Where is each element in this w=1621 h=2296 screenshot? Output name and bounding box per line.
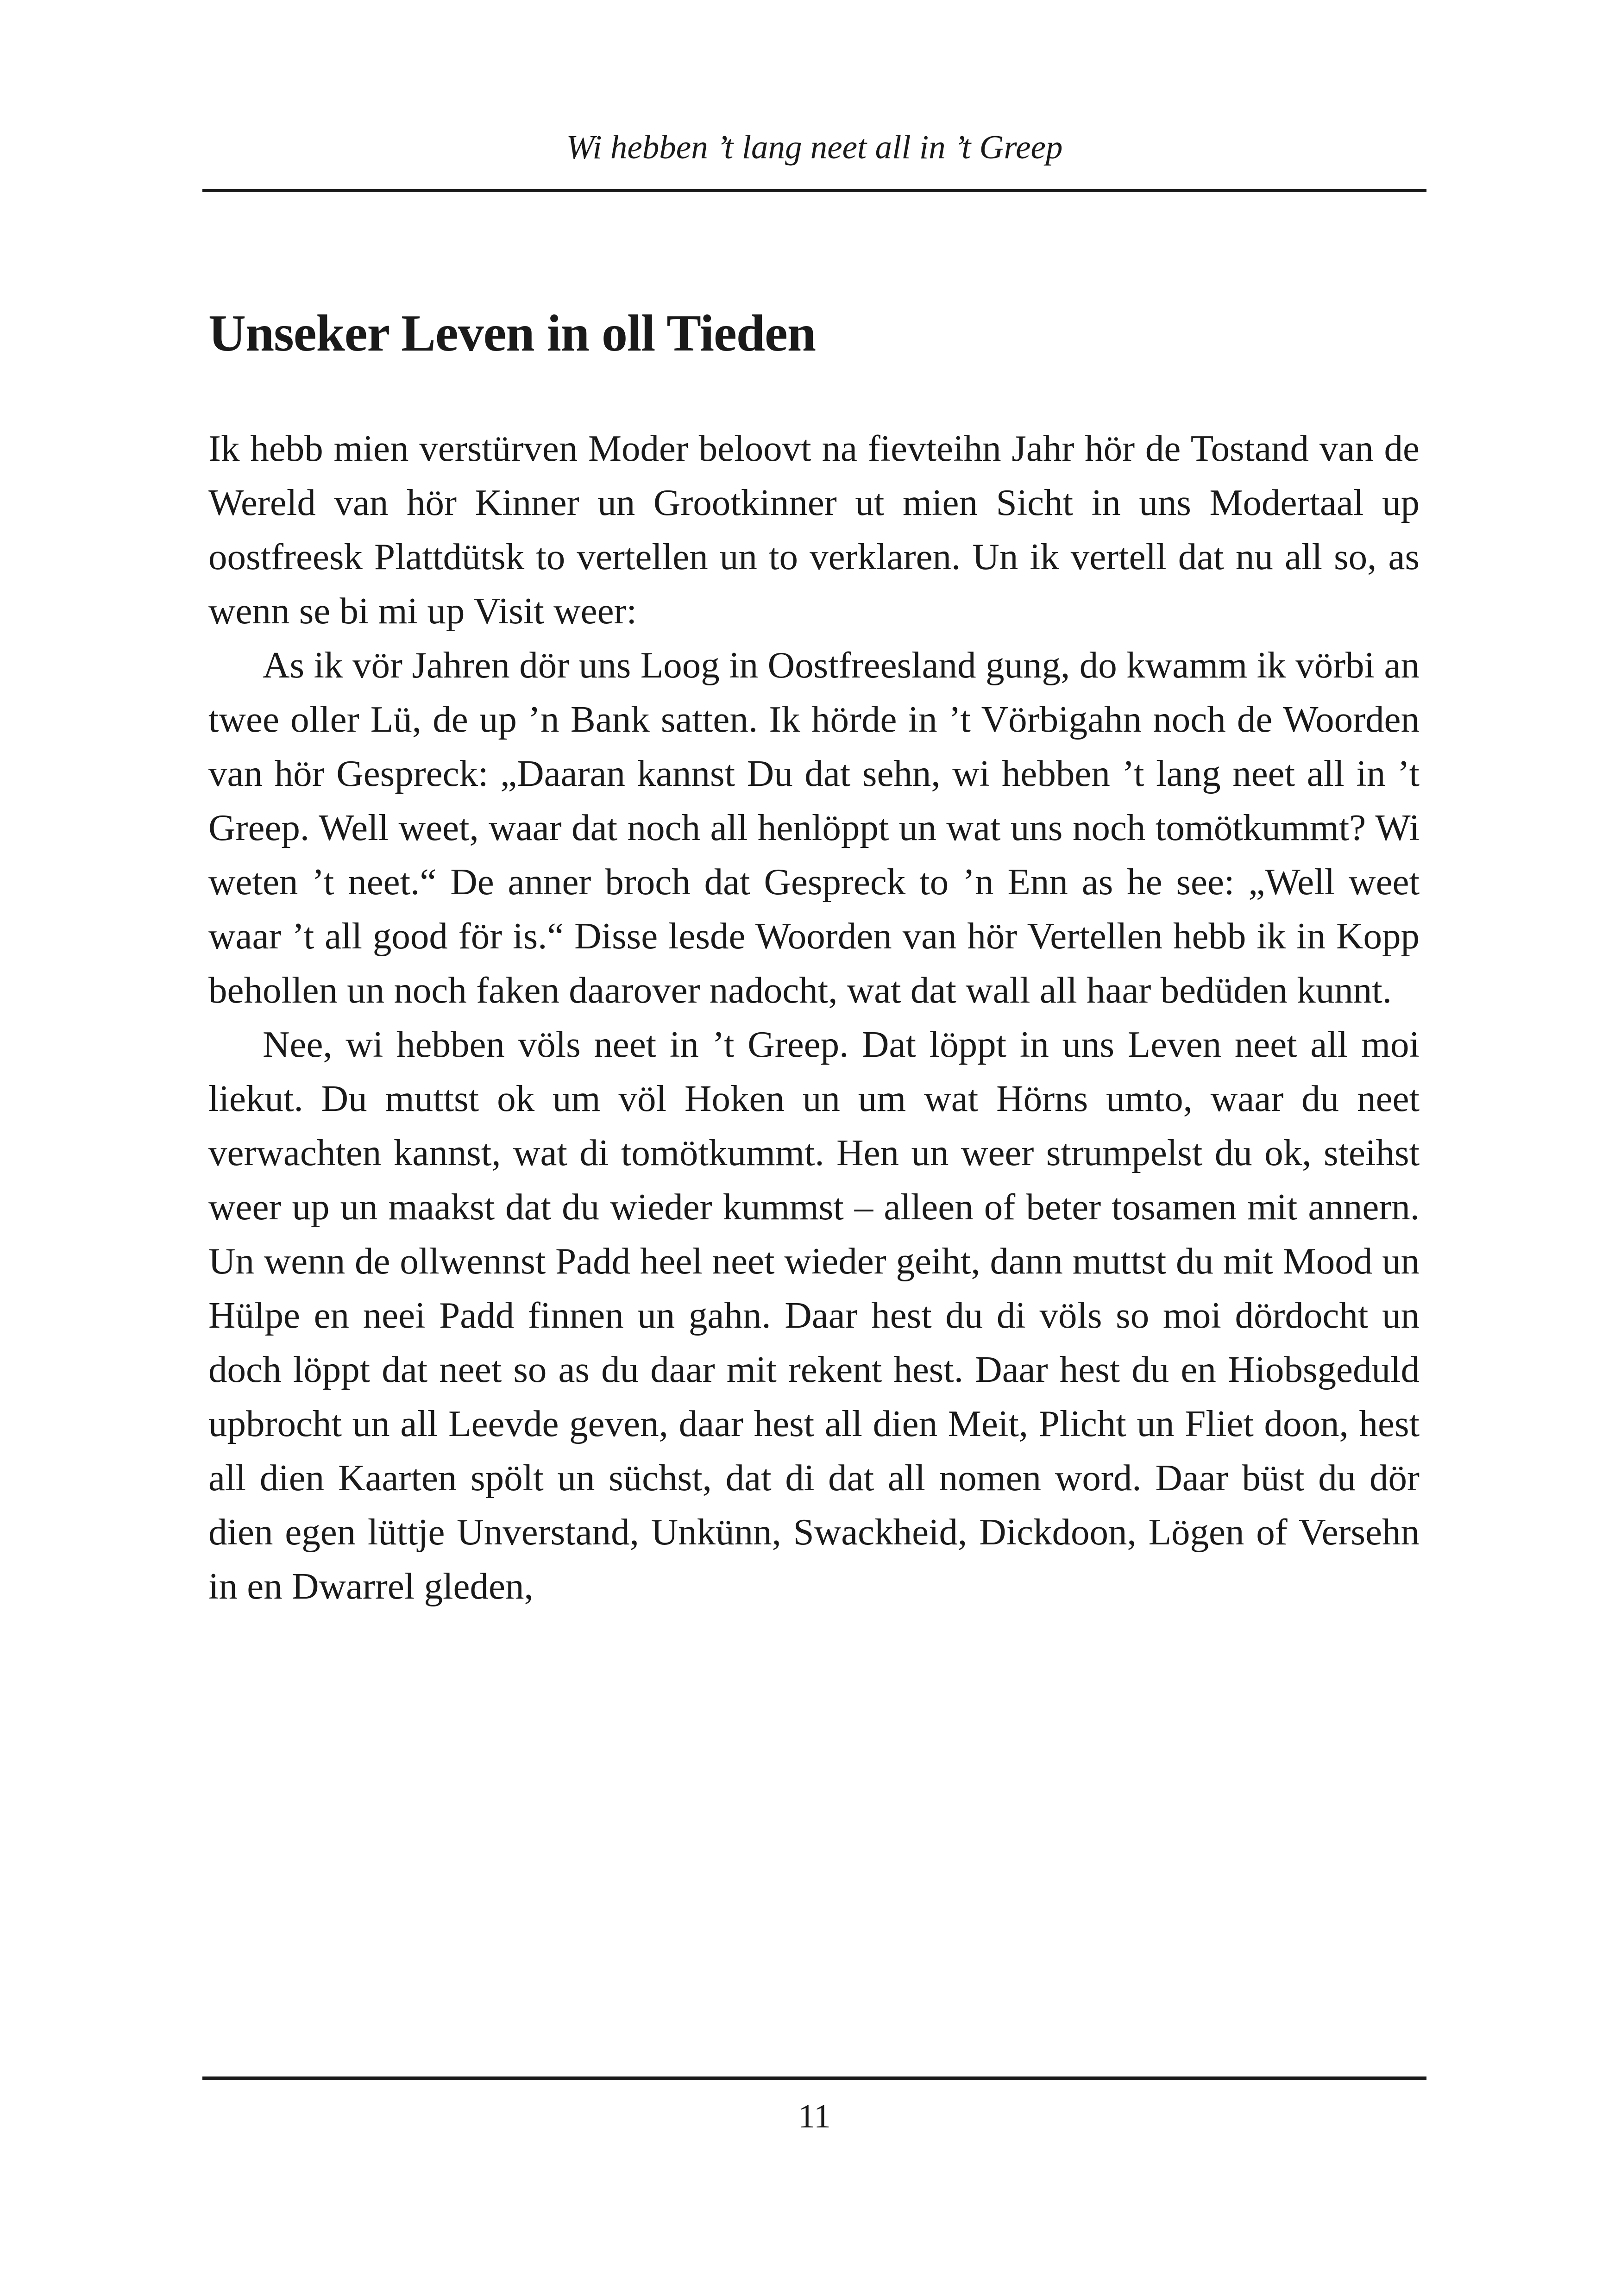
paragraph: As ik vör Jahren dör uns Loog in Oostfreesland gung, do kwamm ik vörbi an twee oller Lü, de up ’n Bank satten. Ik hörde in ’t Vörbigahn noch de Woorden van hör Gespreck: „Daaran kannst Du dat sehn, wi hebben ’t lang neet all in ’t Greep. Well weet, waar dat noch all henlöppt un wat uns noch tomötkummt? Wi weten ’t neet.“ De anner broch dat Gespreck to ’n Enn as he see: „Well weet waar ’t all good för is.“ Disse lesde Woorden van hör Vertellen hebb ik in Kopp behollen un noch faken daarover nadocht, wat dat wall all haar bedüden kunnt.: [208, 644, 1420, 1011]
header-rule: [202, 189, 1426, 192]
body-text: [208, 421, 1420, 1613]
chapter-title: Unseker Leven in oll Tieden: [208, 305, 816, 362]
paragraph: Ik hebb mien verstürven Moder beloovt na fievteihn Jahr hör de Tostand van de Wereld van hör Kinner un Grootkinner ut mien Sicht in uns Modertaal up oostfreesk Plattdütsk to vertellen un to verklaren. Un ik vertell dat nu all so, as wenn se bi mi up Visit weer:: [208, 427, 1420, 632]
running-header: Wi hebben ’t lang neet all in ’t Greep: [566, 128, 1063, 166]
footer-rule: [202, 2076, 1426, 2080]
paragraph: Nee, wi hebben völs neet in ’t Greep. Dat löppt in uns Leven neet all moi liekut. Du muttst ok um völ Hoken un um wat Hörns umto, waar du neet verwachten kannst, wat di tomötkummt. Hen un weer strumpelst du ok, steihst weer up un maakst dat du wieder kummst – alleen of beter tosamen mit annern. Un wenn de ollwennst Padd heel neet wieder geiht, dann muttst du mit Mood un Hülpe en neei Padd finnen un gahn. Daar hest du di völs so moi dördocht un doch löppt dat neet so as du daar mit rekent hest. Daar hest du en Hiobsgeduld upbrocht un all Leevde geven, daar hest all dien Meit, Plicht un Fliet doon, hest all dien Kaarten spölt un süchst, dat di dat all nomen word. Daar büst du dör dien egen lüttje Unverstand, Unkünn, Swackheid, Dickdoon, Lögen of Versehn in en Dwarrel gleden,: [208, 1023, 1420, 1607]
page-number: 11: [798, 2097, 831, 2135]
